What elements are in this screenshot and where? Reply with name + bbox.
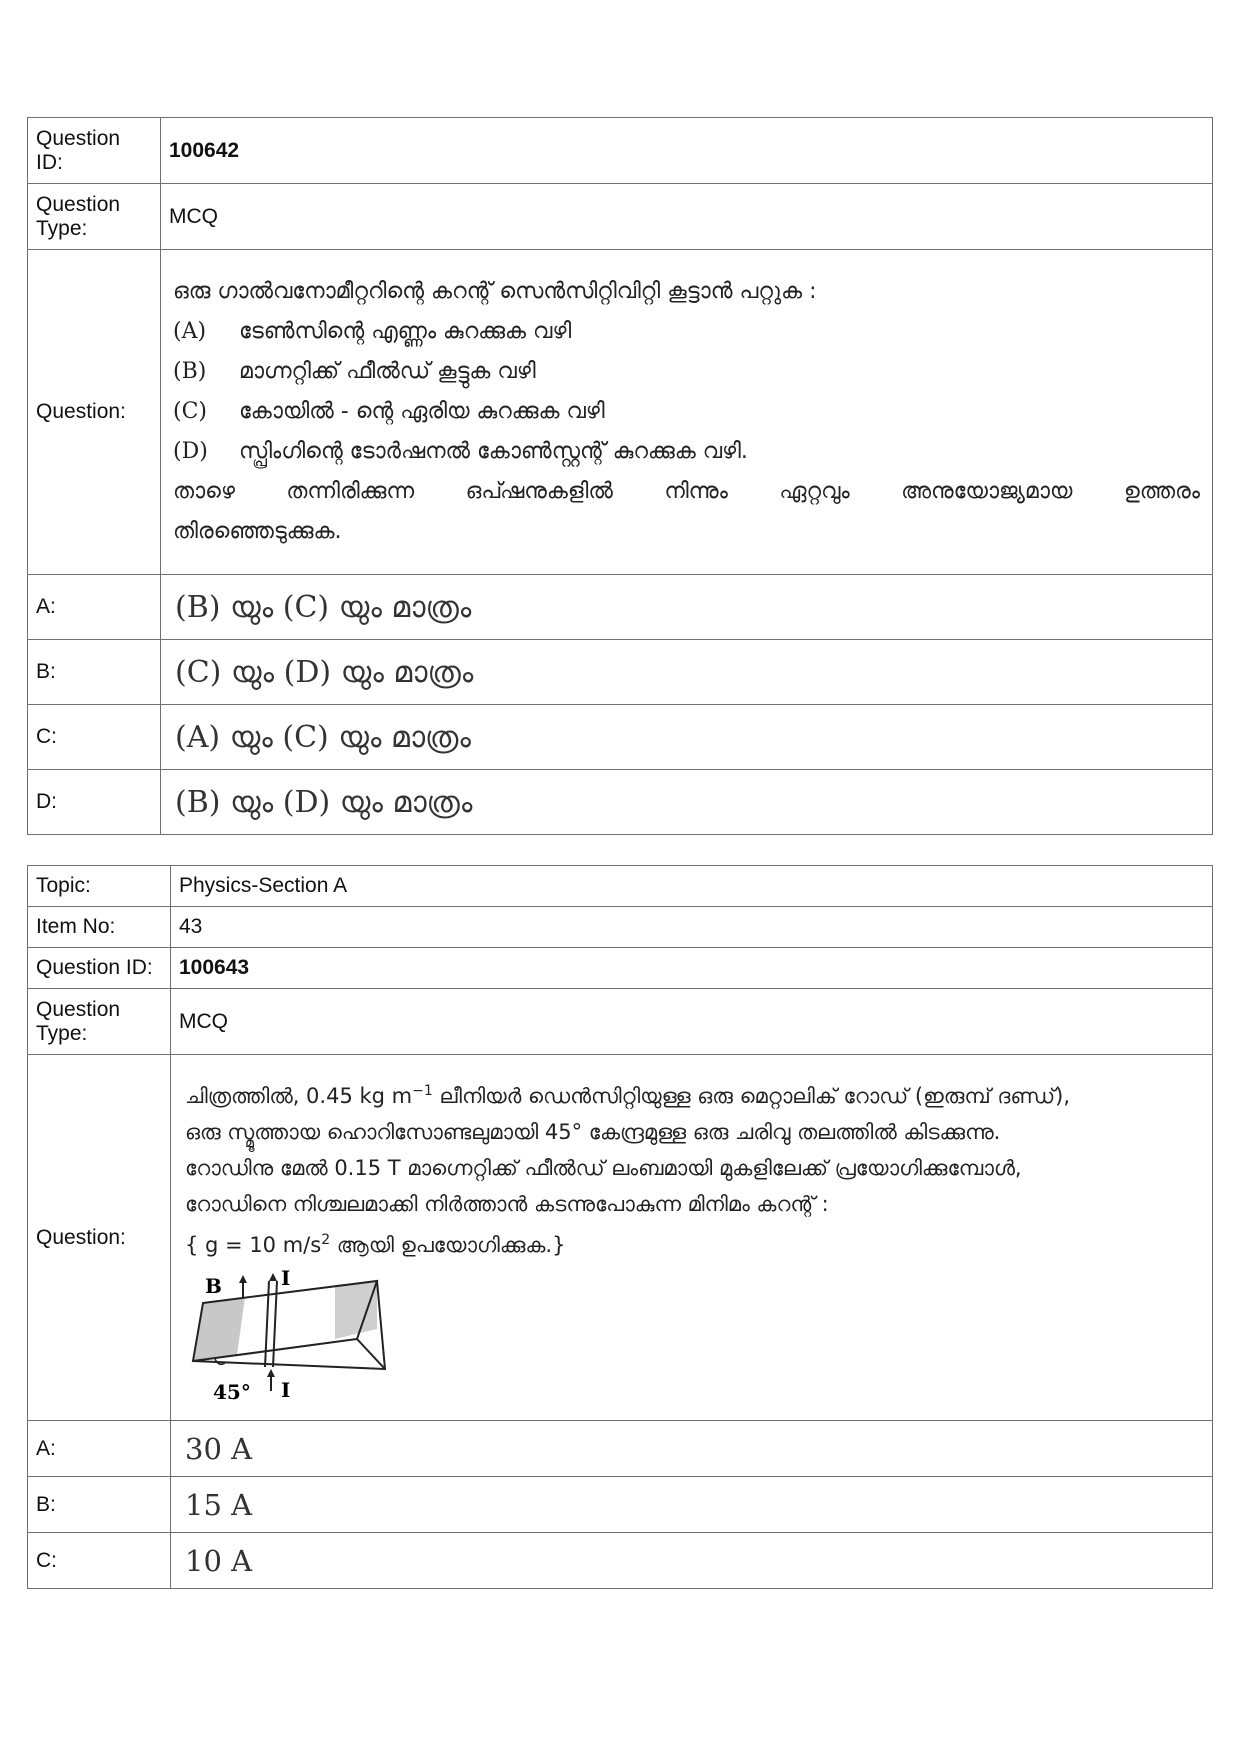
option-text: (C) യും (D) യും മാത്രം	[161, 640, 1213, 705]
superscript: 2	[321, 1231, 331, 1248]
topic-value: Physics-Section A	[171, 866, 1213, 907]
question-type-value: MCQ	[171, 989, 1213, 1055]
option-label: B:	[28, 640, 161, 705]
topic-label: Topic:	[28, 866, 171, 907]
plane-shade-right	[335, 1281, 377, 1339]
question-label: Question:	[28, 1055, 171, 1421]
option-row-c	[28, 705, 1213, 770]
question-line-3: റോഡിനു മേൽ 0.15 T മാഗ്നെറ്റിക്ക് ഫീൽഡ് ലംബമായി മുകളിലേക്ക് പ്രയോഗിക്കുമ്പോൾ,	[185, 1155, 1022, 1180]
current-arrow-bottom	[267, 1369, 275, 1377]
option-text: 10 A	[171, 1533, 1213, 1589]
question-type-row	[28, 184, 1213, 250]
question-line-5	[185, 1222, 1198, 1263]
plane-edge	[357, 1339, 385, 1369]
option-label: B:	[28, 1477, 171, 1533]
option-row-a	[28, 575, 1213, 640]
question-line-1-part: ചിത്രത്തിൽ, 0.45 kg m	[185, 1083, 413, 1108]
question-id-row	[28, 118, 1213, 184]
question-id-label: Question ID:	[28, 118, 161, 184]
question-id-value: 100643	[171, 948, 1213, 989]
question-type-value: MCQ	[161, 184, 1213, 250]
rod-line-left	[265, 1281, 269, 1367]
option-label: D:	[28, 770, 161, 835]
instruction-line-2: തിരഞ്ഞെടുക്കുക.	[173, 519, 342, 544]
question-line-5-part: { g = 10 m/s	[185, 1232, 322, 1257]
question-table-1	[27, 117, 1213, 835]
question-type-label: Question Type:	[28, 989, 171, 1055]
statement-key: (C)	[173, 399, 207, 424]
topic-row	[28, 866, 1213, 907]
question-line-5-part: ആയി ഉപയോഗിക്കുക.}	[330, 1232, 566, 1257]
question-id-value: 100642	[161, 118, 1213, 184]
question-type-label: Question Type:	[28, 184, 161, 250]
statement-text: ടേൺസിന്റെ എണ്ണം കുറക്കുക വഴി	[239, 319, 572, 344]
question-line-2: ഒരു സ്മൂത്തായ ഹൊറിസോണ്ടലുമായി 45° കേന്ദ്രമുള്ള ഒരു ചരിവു തലത്തിൽ കിടക്കുന്നു.	[185, 1119, 1001, 1144]
statement-text: കോയിൽ - ന്റെ ഏരിയ കുറക്കുക വഴി	[239, 399, 605, 424]
question-id-label: Question ID:	[28, 948, 171, 989]
statement-text: സ്പ്രിംഗിന്റെ ടോർഷനൽ കോൺസ്റ്റന്റ് കുറക്കുക വഴി.	[239, 439, 748, 464]
question-line-1	[185, 1073, 1198, 1114]
question-row	[28, 250, 1213, 575]
option-row-b	[28, 1477, 1213, 1533]
option-label: C:	[28, 705, 161, 770]
statement-key: (B)	[173, 359, 207, 384]
item-no-row	[28, 907, 1213, 948]
option-text: (B) യും (C) യും മാത്രം	[161, 575, 1213, 640]
question-line-1-part: ലീനിയർ ഡെൻസിറ്റിയുള്ള ഒരു മെറ്റാലിക് റോഡ് (ഇരുമ്പ് ദണ്ഡ്),	[432, 1083, 1071, 1108]
option-text: 30 A	[171, 1421, 1213, 1477]
statement-key: (D)	[173, 439, 208, 464]
option-text: (A) യും (C) യും മാത്രം	[161, 705, 1213, 770]
item-no-label: Item No:	[28, 907, 171, 948]
statement-text: മാഗ്നറ്റിക്ക് ഫീൽഡ് കൂട്ടുക വഴി	[239, 359, 536, 384]
superscript: −1	[412, 1082, 433, 1099]
option-text: 15 A	[171, 1477, 1213, 1533]
question-id-row	[28, 948, 1213, 989]
option-row-d	[28, 770, 1213, 835]
option-row-b	[28, 640, 1213, 705]
option-label: C:	[28, 1533, 171, 1589]
statement-a	[173, 312, 1200, 352]
statement-key: (A)	[173, 319, 207, 344]
statement-b	[173, 352, 1200, 392]
option-row-c	[28, 1533, 1213, 1589]
question-body	[171, 1055, 1213, 1421]
current-label-top: I	[281, 1266, 291, 1290]
option-text: (B) യും (D) യും മാത്രം	[161, 770, 1213, 835]
question-label: Question:	[28, 250, 161, 575]
question-body	[161, 250, 1213, 575]
statement-c	[173, 392, 1200, 432]
instruction-line-1: താഴെ തന്നിരിക്കുന്ന ഒപ്ഷനുകളിൽ നിന്നും ഏറ്റവും അനുയോജ്യമായ ഉത്തരം	[173, 479, 1200, 504]
plane-shade-left	[193, 1297, 245, 1361]
question-row	[28, 1055, 1213, 1421]
question-line-4: റോഡിനെ നിശ്ചലമാക്കി നിർത്താൻ കടന്നുപോകുന്ന മിനിമം കറന്റ് :	[185, 1191, 829, 1216]
statement-d	[173, 432, 1200, 472]
angle-label: 45°	[213, 1379, 251, 1404]
option-label: A:	[28, 1421, 171, 1477]
option-label: A:	[28, 575, 161, 640]
question-table-2	[27, 865, 1213, 1589]
inclined-plane-figure	[185, 1267, 400, 1407]
b-label: B	[205, 1273, 222, 1298]
current-label-bottom: I	[281, 1377, 291, 1402]
current-arrow-top	[269, 1273, 277, 1281]
question-intro: ഒരു ഗാൽവനോമീറ്ററിന്റെ കറന്റ് സെൻസിറ്റിവിറ്റി കൂട്ടാൻ പറ്റുക :	[173, 279, 817, 304]
b-field-arrowhead	[239, 1275, 247, 1283]
option-row-a	[28, 1421, 1213, 1477]
question-type-row	[28, 989, 1213, 1055]
item-no-value: 43	[171, 907, 1213, 948]
